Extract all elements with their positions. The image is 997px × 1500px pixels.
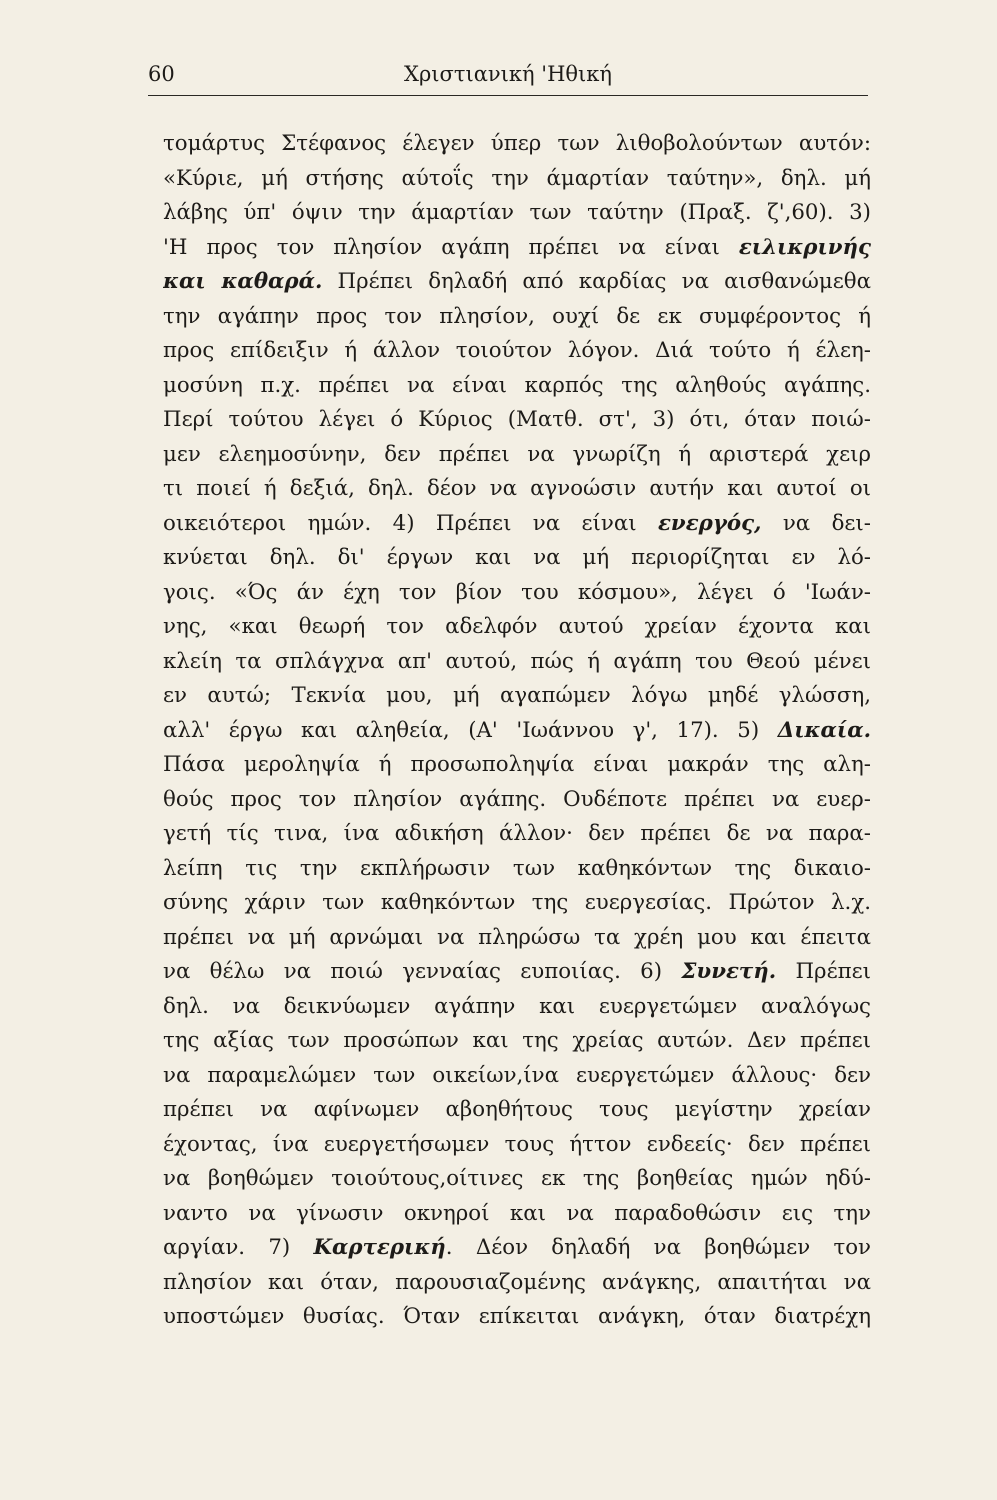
text-line: μοσύνη π.χ. πρέπει να είναι καρπός της αληθούς αγάπης. [163, 372, 871, 398]
text-line: οικειότεροι ημών. 4) Πρέπει να είναι ενεργός, να δει- [163, 510, 871, 536]
text-line: νης, «και θεωρή τον αδελφόν αυτού χρείαν έχοντα και [163, 614, 871, 639]
text-line: τι ποιεί ή δεξιά, δηλ. δέον να αγνοώσιν αυτήν και αυτοί οι [163, 476, 871, 501]
emphasis-kai-kathara: και καθαρά. [163, 269, 323, 294]
text-line: της αξίας των προσώπων και της χρείας αυτών. Δεν πρέπει [163, 1028, 871, 1053]
text-line: και καθαρά. Πρέπει δηλαδή από καρδίας να αισθανώμεθα [163, 269, 871, 294]
text-line: γετή τίς τινα, ίνα αδικήση άλλον· δεν πρέπει δε να παρα- [163, 821, 871, 846]
text-line: «Κύριε, μή στήσης αύτοΐς την άμαρτίαν ταύτην», δηλ. μή [163, 165, 871, 191]
text-line: σύνης χάριν των καθηκόντων της ευεργεσίας. Πρώτον λ.χ. [163, 890, 871, 915]
emphasis-karteriki: Καρτερική [313, 1235, 446, 1260]
text-line: αργίαν. 7) Καρτερική. Δέον δηλαδή να βοηθώμεν τον [163, 1235, 871, 1260]
text-line: θούς προς τον πλησίον αγάπης. Ουδέποτε πρέπει να ευερ- [163, 786, 871, 812]
text-line: Περί τούτου λέγει ό Κύριος (Ματθ. στ', 3) ότι, όταν ποιώ- [163, 407, 871, 432]
text-line: κλείη τα σπλάγχνα απ' αυτού, πώς ή αγάπη του Θεού μένει [163, 648, 871, 674]
page-header [148, 58, 868, 90]
emphasis-syneti: Συνετή. [681, 959, 777, 984]
text-line: εν αυτώ; Τεκνία μου, μή αγαπώμεν λόγω μηδέ γλώσση, [163, 683, 871, 708]
text-line: 'Η προς τον πλησίον αγάπη πρέπει να είναι ειλικρινής [163, 234, 871, 260]
text-line: λάβης ύπ' όψιν την άμαρτίαν των ταύτην (Πραξ. ζ',60). 3) [163, 200, 871, 225]
text-line: να βοηθώμεν τοιούτους,οίτινες εκ της βοηθείας ημών ηδύ- [163, 1166, 871, 1191]
text-line: πλησίον και όταν, παρουσιαζομένης ανάγκης, απαιτήται να [163, 1269, 871, 1295]
text-line: λείπη τις την εκπλήρωσιν των καθηκόντων της δικαιο- [163, 855, 871, 881]
text-line: πρέπει να αφίνωμεν αβοηθήτους τους μεγίστην χρείαν [163, 1097, 871, 1122]
text-line: να θέλω να ποιώ γενναίας ευποιίας. 6) Συνετή. Πρέπει [163, 959, 871, 984]
text-line: δηλ. να δεικνύωμεν αγάπην και ευεργετώμεν αναλόγως [163, 993, 871, 1019]
text-line: κνύεται δηλ. δι' έργων και να μή περιορίζηται εν λό- [163, 545, 871, 570]
text-line: έχοντας, ίνα ευεργετήσωμεν τους ήττον ενδεείς· δεν πρέπει [163, 1131, 871, 1157]
emphasis-eilikrinis: ειλικρινής [738, 234, 871, 260]
text-line: προς επίδειξιν ή άλλον τοιούτον λόγον. Διά τούτο ή έλεη- [163, 338, 871, 363]
text-line: την αγάπην προς τον πλησίον, ουχί δε εκ συμφέροντος ή [163, 303, 871, 329]
page-number: 60 [148, 62, 175, 86]
running-title: Χριστιανική 'Ηθική [404, 62, 612, 86]
emphasis-energos: ενεργός, [657, 510, 762, 536]
text-line: αλλ' έργω και αληθεία, (Α' 'Ιωάννου γ', 17). 5) Δικαία. [163, 717, 871, 743]
text-line: τομάρτυς Στέφανος έλεγεν ύπερ των λιθοβολούντων αυτόν: [163, 131, 871, 156]
text-line: υποστώμεν θυσίας. Όταν επίκειται ανάγκη, όταν διατρέχη [163, 1304, 871, 1329]
text-line: Πάσα μεροληψία ή προσωποληψία είναι μακράν της αλη- [163, 752, 871, 777]
text-line: πρέπει να μή αρνώμαι να πληρώσω τα χρέη μου και έπειτα [163, 924, 871, 950]
body-text [163, 127, 871, 1335]
text-line: ναντο να γίνωσιν οκνηροί και να παραδοθώσιν εις την [163, 1200, 871, 1226]
emphasis-dikaia: Δικαία. [777, 717, 871, 743]
text-line: γοις. «Ός άν έχη τον βίον του κόσμου», λέγει ό 'Ιωάν- [163, 579, 871, 605]
text-line: μεν ελεημοσύνην, δεν πρέπει να γνωρίζη ή αριστερά χειρ [163, 441, 871, 467]
header-rule [148, 95, 868, 96]
text-line: να παραμελώμεν των οικείων,ίνα ευεργετώμεν άλλους· δεν [163, 1062, 871, 1088]
